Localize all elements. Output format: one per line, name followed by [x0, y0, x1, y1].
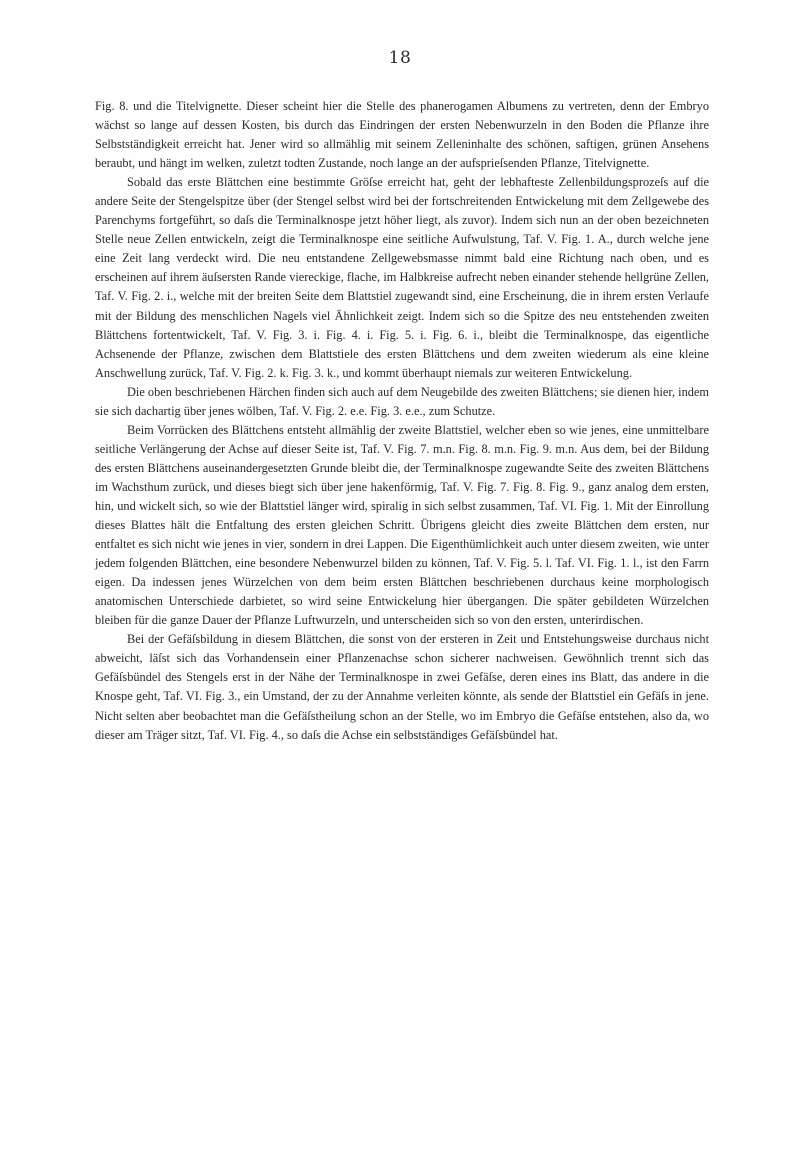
page-number: 18 — [388, 48, 412, 68]
paragraph-5: Bei der Gefäſsbildung in diesem Blättchen, die sonst von der ersteren in Zeit und Entstehungsweise durchaus nicht abweicht, läſst sich das Vorhandensein einer Pflanzenachse schon sicherer nachweisen. Gewöhnlich trennt sich das Gefäſsbündel des Stengels erst in der Nähe der Terminalknospe in zwei Gefäſse, deren eines ins Blatt, das andere in die Knospe geht, Taf. VI. Fig. 3., ein Umstand, der zu der Annahme verleiten könnte, als sende der Blattstiel ein Gefäſs in jene. Nicht selten aber beobachtet man die Gefäſstheilung schon an der Stelle, wo im Embryo die Gefäſse entstehen, also da, wo dieser am Träger sitzt, Taf. VI. Fig. 4., so daſs die Achse ein selbstständiges Gefäſsbündel hat. — [95, 632, 709, 742]
paragraph-1: Fig. 8. und die Titelvignette. Dieser scheint hier die Stelle des phanerogamen Albumens zu vertreten, denn der Embryo wächst so lange auf dessen Kosten, bis durch das Eindringen der ersten Nebenwurzeln in den Boden die Pflanze ihre Selbstständigkeit erreicht hat. Jener wird so allmählig mit seinem Zelleninhalte des schönen, saftigen, grünen Ansehens beraubt, und hängt im welken, zuletzt todten Zustande, noch lange an der aufsprieſsenden Pflanze, Titelvignette. — [95, 99, 709, 171]
paragraph-2: Sobald das erste Blättchen eine bestimmte Gröſse erreicht hat, geht der lebhafteste Zellenbildungsprozeſs auf die andere Seite der Stengelspitze über (der Stengel selbst wird bei der fortschreitenden Entwickelung mit dem Zellgewebe des Parenchyms fortgeführt, so daſs die Terminalknospe jetzt höher liegt, als zuvor). Indem sich nun an der oben bezeichneten Stelle neue Zellen entwickeln, zeigt die Terminalknospe eine seitliche Aufwulstung, Taf. V. Fig. 1. A., durch welche jene eine Zeit lang verdeckt wird. Die neu entstandene Zellgewebsmasse nimmt bald eine Richtung nach oben, und es erscheinen auf ihrem äuſsersten Rande viereckige, flache, im Halbkreise aufrecht neben einander stehende hellgrüne Zellen, Taf. V. Fig. 2. i., welche mit der breiten Seite dem Blattstiel zugewandt sind, eine Erscheinung, die in ihrem ersten Verlaufe mit der Bildung des menschlichen Nagels viel Ähnlichkeit zeigt. Indem sich so die Spitze des neu entstehenden zweiten Blättchens fortentwickelt, Taf. V. Fig. 3. i. Fig. 4. i. Fig. 5. i. Fig. 6. i., bleibt die Terminalknospe, das eigentliche Achsenende der Pflanze, zwischen dem Blattstiele des ersten Blättchens und dem zweiten wiederum als eine kleine Anschwellung zurück, Taf. V. Fig. 2. k. Fig. 3. k., und kommt überhaupt niemals zur weiteren Entwickelung. — [95, 175, 709, 380]
paragraph-3: Die oben beschriebenen Härchen finden sich auch auf dem Neugebilde des zweiten Blättchens; sie dienen hier, indem sie sich dachartig über jenes wölben, Taf. V. Fig. 2. e.e. Fig. 3. e.e., zum Schutze. — [95, 384, 709, 418]
body-text — [95, 97, 709, 745]
paragraph-4: Beim Vorrücken des Blättchens entsteht allmählig der zweite Blattstiel, welcher eben so wie jenes, eine unmittelbare seitliche Verlängerung der Achse auf dieser Seite ist, Taf. V. Fig. 7. m.n. Fig. 8. m.n. Fig. 9. m.n. Aus dem, bei der Bildung des ersten Blättchens auseinandergesetzten Grunde bleibt die, der Terminalknospe zugewandte Seite des zweiten Blättchens im Wachsthum zurück, und dieses biegt sich über jene hakenförmig, Taf. V. Fig. 7. Fig. 8. Fig. 9., ganz analog dem ersten, hin, und wickelt sich, so wie der Blattstiel länger wird, spiralig in sich selbst zusammen, Taf. VI. Fig. 1. Mit der Einrollung dieses Blattes hält die Entfaltung des ersten gleichen Schritt. Übrigens gleicht dies zweite Blättchen dem ersten, nur entfaltet es sich nicht wie jenes in vier, sondern in drei Lappen. Die Eigenthümlichkeit auch unter diesem zweiten, wie unter jedem folgenden Blättchen, eine besondere Nebenwurzel bilden zu können, Taf. V. Fig. 5. l. Taf. VI. Fig. 1. l., ist den Farrn eigen. Da indessen jenes Würzelchen von dem beim ersten Blättchen beschriebenen durchaus keine morphologisch anatomischen Unterschiede darbietet, so wird seine Entwickelung hier übergangen. Die später gebildeten Würzelchen bleiben für die ganze Dauer der Pflanze Luftwurzeln, und unterscheiden sich so von den ersten, unterirdischen. — [95, 422, 709, 628]
